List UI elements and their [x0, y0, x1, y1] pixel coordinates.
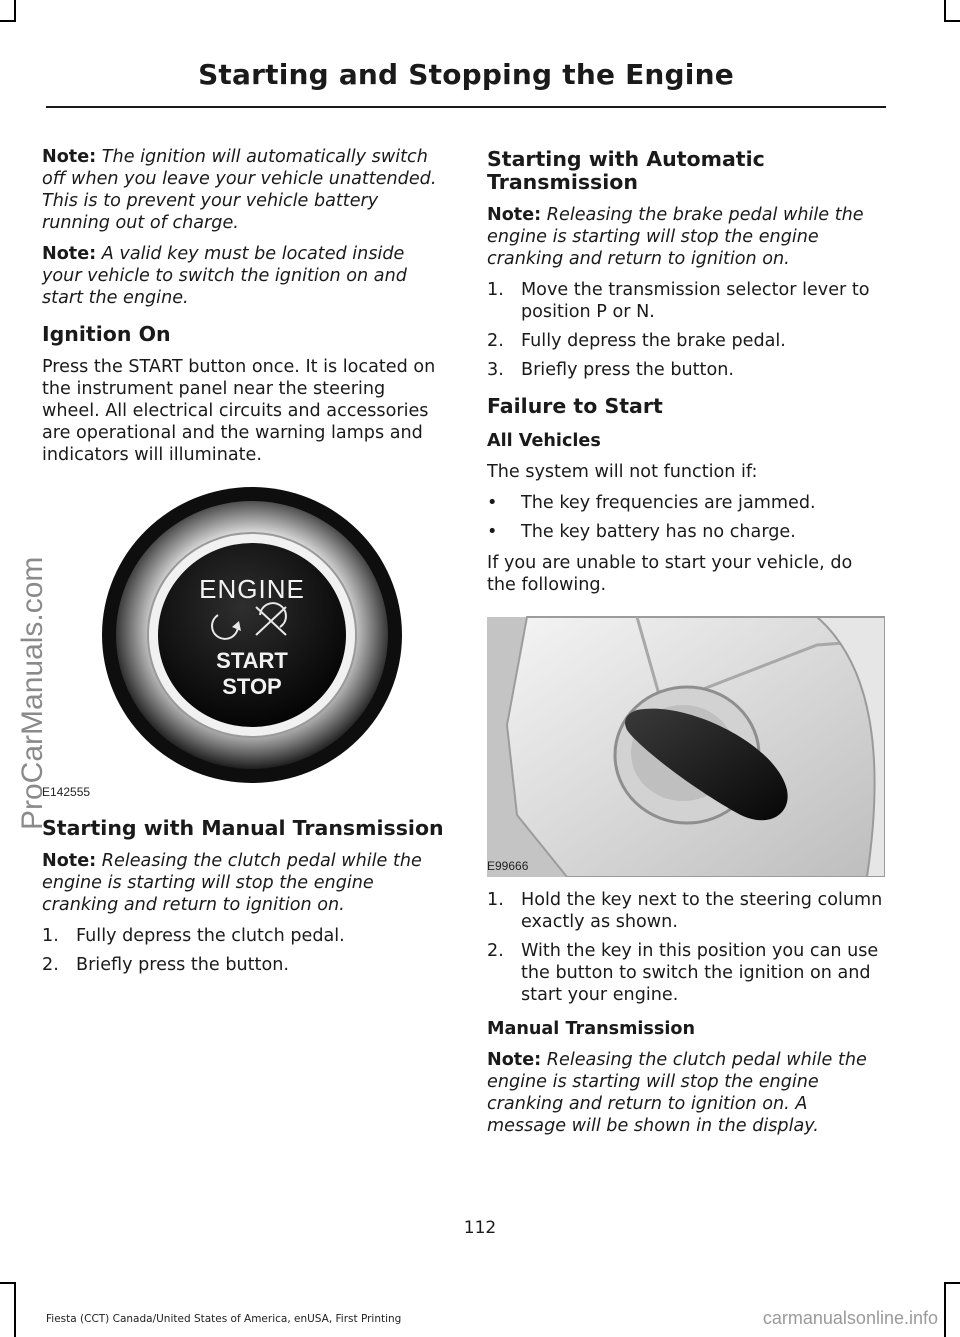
note-manual-display [487, 1049, 885, 1137]
list-item [487, 521, 885, 543]
crop-mark [944, 1282, 946, 1337]
list-item [487, 359, 885, 381]
note-text: Releasing the clutch pedal while the engine is starting will stop the engine cranking and return to ignition on. [42, 851, 422, 915]
note-text: The ignition will automatically switch off when you leave your vehicle unattended. This is to prevent your vehicle battery running out of charge. [42, 147, 437, 233]
figure-id: E99666 [487, 859, 529, 873]
ignition-on-body: Press the START button once. It is located on the instrument panel near the steering wheel. All electrical circuits and accessories are operational and the warning lamps and indicators will illuminate. [42, 357, 436, 465]
step-number: 2. [42, 955, 59, 975]
step-number: 1. [42, 926, 59, 946]
footer-text: Fiesta (CCT) Canada/United States of America, enUSA, First Printing [46, 1313, 402, 1325]
button-face[interactable] [158, 543, 346, 727]
bullet-text: The key battery has no charge. [521, 522, 796, 542]
system-text: The system will not function if: [487, 462, 758, 482]
start-stop-button-illustration [42, 475, 446, 803]
step-text: Fully depress the clutch pedal. [76, 926, 345, 946]
failure-bullets-list [487, 492, 885, 543]
step-number: 2. [487, 331, 504, 351]
left-column [42, 146, 446, 985]
side-watermark: ProCarManuals.com [16, 556, 49, 830]
note-label: Note: [42, 244, 97, 264]
auto-steps-list [487, 279, 885, 381]
note-label: Note: [487, 205, 542, 225]
note-label: Note: [42, 147, 97, 167]
heading-ignition-on: Ignition On [42, 322, 171, 346]
key-backup-position-illustration [487, 605, 885, 877]
step-text: Fully depress the brake pedal. [521, 331, 786, 351]
figure-key-at-steering-column [487, 605, 885, 877]
heading-all-vehicles: All Vehicles [487, 431, 601, 451]
button-label-start: START [216, 648, 288, 673]
button-label-engine: ENGINE [199, 574, 305, 604]
figure-start-stop-button [42, 475, 446, 803]
page-number: 112 [463, 1218, 497, 1238]
note-text: A valid key must be located inside your vehicle to switch the ignition on and start the engine. [42, 244, 407, 308]
figure-id: E142555 [42, 785, 91, 799]
heading-manual-transmission-right: Manual Transmission [487, 1019, 696, 1039]
crop-mark [944, 0, 946, 22]
step-text: Hold the key next to the steering column exactly as shown. [521, 890, 883, 932]
list-item [42, 954, 446, 976]
manual-steps-list [42, 925, 446, 976]
bullet-text: The key frequencies are jammed. [521, 493, 816, 513]
step-number: 3. [487, 360, 504, 380]
note-label: Note: [42, 851, 97, 871]
crop-mark [0, 20, 16, 22]
page-title: Starting and Stopping the Engine [198, 58, 734, 91]
list-item [42, 925, 446, 947]
note-text: Releasing the clutch pedal while the engine is starting will stop the engine cranking and return to ignition on. A message will be shown in the display. [487, 1050, 867, 1136]
bullet-mark: • [487, 493, 498, 513]
step-text: Briefly press the button. [76, 955, 289, 975]
crop-mark [944, 20, 960, 22]
note-ignition-auto-off [42, 146, 446, 234]
note-auto-brake [487, 204, 885, 270]
step-number: 1. [487, 280, 504, 300]
note-manual-clutch [42, 850, 446, 916]
crop-mark [944, 1282, 960, 1284]
crop-mark [0, 1282, 16, 1284]
step-text: With the key in this position you can use the button to switch the ignition on and start your engine. [521, 941, 879, 1005]
unable-to-start-text: If you are unable to start your vehicle, do the following. [487, 553, 853, 595]
bullet-mark: • [487, 522, 498, 542]
heading-automatic-transmission: Starting with Automatic Transmission [487, 147, 765, 194]
note-valid-key [42, 243, 446, 309]
heading-failure-to-start: Failure to Start [487, 394, 663, 418]
step-number: 1. [487, 890, 504, 910]
key-steps-list [487, 889, 885, 1006]
crop-mark [14, 0, 16, 22]
step-text: Briefly press the button. [521, 360, 734, 380]
list-item [487, 889, 885, 933]
list-item [487, 330, 885, 352]
list-item [487, 279, 885, 323]
title-rule [46, 106, 886, 108]
heading-manual-transmission: Starting with Manual Transmission [42, 816, 444, 840]
button-label-stop: STOP [222, 674, 282, 699]
step-text: Move the transmission selector lever to position P or N. [521, 280, 870, 322]
footer-watermark: carmanualsonline.info [762, 1308, 938, 1328]
note-label: Note: [487, 1050, 542, 1070]
crop-mark [14, 1282, 16, 1337]
step-number: 2. [487, 941, 504, 961]
list-item [487, 940, 885, 1006]
right-column [487, 146, 885, 1146]
note-text: Releasing the brake pedal while the engine is starting will stop the engine cranking and return to ignition on. [487, 205, 864, 269]
list-item [487, 492, 885, 514]
